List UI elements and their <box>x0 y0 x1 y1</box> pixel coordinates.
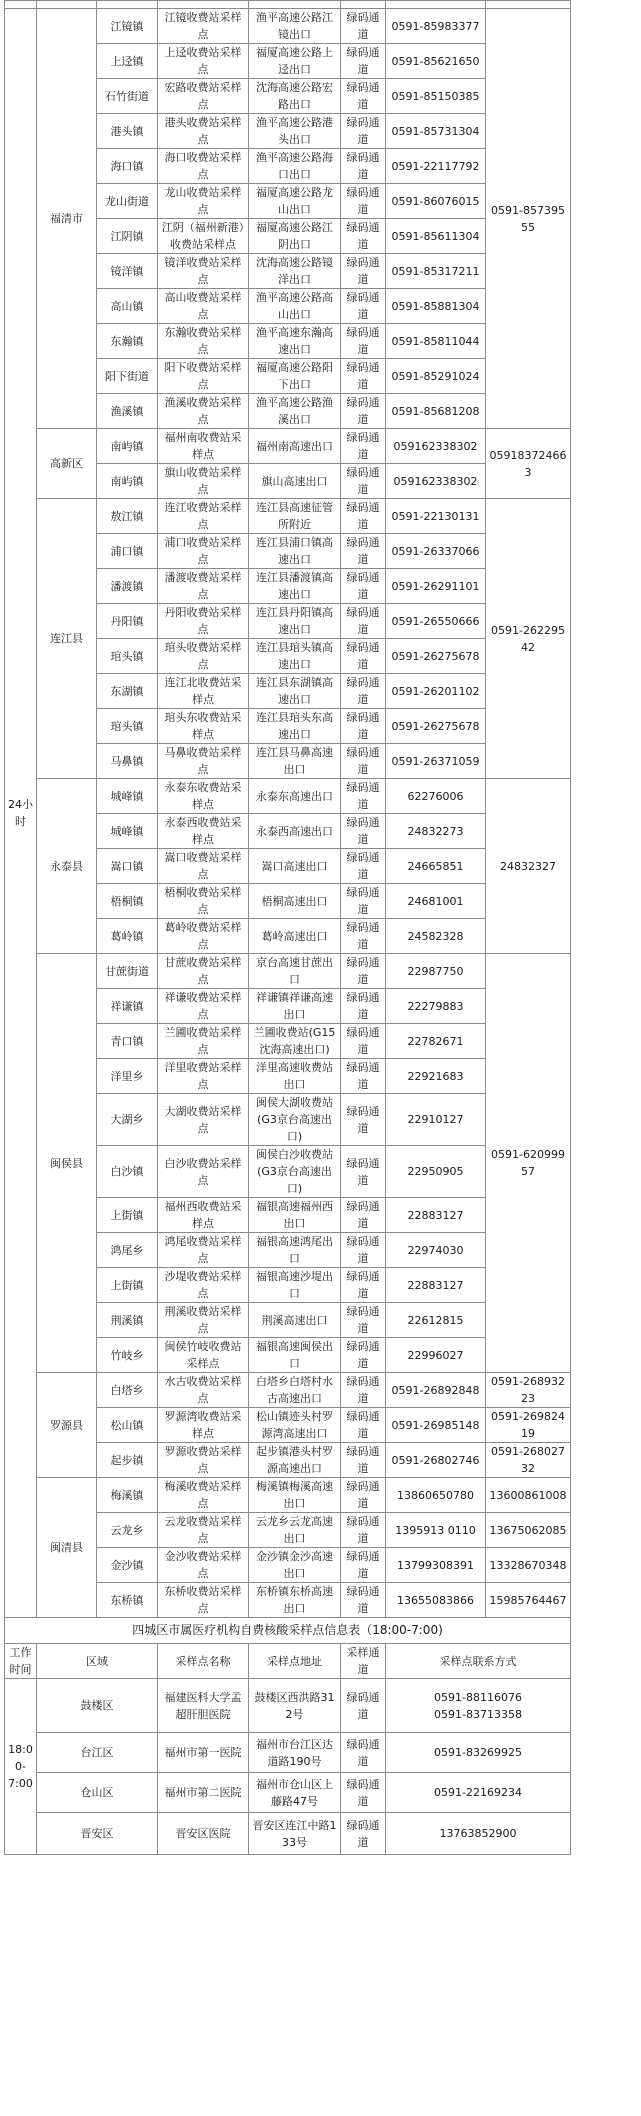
site-address-cell: 晋安区连江中路133号 <box>249 1813 341 1855</box>
town-cell: 琯头镇 <box>97 639 158 674</box>
site-address-cell: 闽侯大湖收费站(G3京台高速出口) <box>249 1094 341 1146</box>
site-phone-2-cell: 13675062085 <box>486 1513 571 1548</box>
site-name-cell: 闽侯竹岐收费站采样点 <box>158 1338 249 1373</box>
header-cell: 区域 <box>37 1644 158 1679</box>
site-phone-cell: 0591-85291024 <box>386 359 486 394</box>
district-contact-cell: 24832327 <box>486 779 571 954</box>
site-phone-cell: 0591-88116076 0591-83713358 <box>386 1679 571 1733</box>
site-name-cell: 福州市第一医院 <box>158 1733 249 1773</box>
site-name-cell: 上迳收费站采样点 <box>158 44 249 79</box>
empty-cell <box>341 1 386 9</box>
site-name-cell: 连江北收费站采样点 <box>158 674 249 709</box>
site-phone-cell: 22921683 <box>386 1059 486 1094</box>
site-phone-cell: 13799308391 <box>386 1548 486 1583</box>
site-phone-cell: 0591-26275678 <box>386 639 486 674</box>
site-name-cell: 东瀚收费站采样点 <box>158 324 249 359</box>
site-phone-cell: 22279883 <box>386 989 486 1024</box>
channel-cell: 绿码通道 <box>341 1408 386 1443</box>
channel-cell: 绿码通道 <box>341 499 386 534</box>
site-phone-cell: 059162338302 <box>386 464 486 499</box>
site-name-cell: 镜洋收费站采样点 <box>158 254 249 289</box>
site-address-cell: 闽侯白沙收费站(G3京台高速出口) <box>249 1146 341 1198</box>
site-phone-cell: 22883127 <box>386 1268 486 1303</box>
town-cell: 港头镇 <box>97 114 158 149</box>
town-cell: 上迳镇 <box>97 44 158 79</box>
town-cell: 石竹街道 <box>97 79 158 114</box>
site-address-cell: 福银高速闽侯出口 <box>249 1338 341 1373</box>
town-cell: 云龙乡 <box>97 1513 158 1548</box>
table-row <box>5 9 571 44</box>
site-phone-cell: 0591-26291101 <box>386 569 486 604</box>
site-phone-2-cell: 13600861008 <box>486 1478 571 1513</box>
town-cell: 敖江镇 <box>97 499 158 534</box>
table-row <box>5 1773 571 1813</box>
site-address-cell: 祥谦镇祥谦高速出口 <box>249 989 341 1024</box>
site-phone-2-cell: 0591-26982419 <box>486 1408 571 1443</box>
site-address-cell: 渔平高速公路海口出口 <box>249 149 341 184</box>
table-row <box>5 1478 571 1513</box>
site-name-cell: 洋里收费站采样点 <box>158 1059 249 1094</box>
channel-cell: 绿码通道 <box>341 1268 386 1303</box>
table-row <box>5 1733 571 1773</box>
channel-cell: 绿码通道 <box>341 1583 386 1618</box>
town-cell: 葛岭镇 <box>97 919 158 954</box>
site-phone-cell: 0591-26550666 <box>386 604 486 639</box>
town-cell: 渔溪镇 <box>97 394 158 429</box>
channel-cell: 绿码通道 <box>341 849 386 884</box>
site-address-cell: 连江县琯头东高速出口 <box>249 709 341 744</box>
site-phone-cell: 0591-85681208 <box>386 394 486 429</box>
channel-cell: 绿码通道 <box>341 1059 386 1094</box>
section-title: 四城区市属医疗机构自费核酸采样点信息表（18:00-7:00) <box>5 1618 571 1644</box>
site-address-cell: 福厦高速公路阳下出口 <box>249 359 341 394</box>
site-address-cell: 连江县丹阳镇高速出口 <box>249 604 341 639</box>
site-address-cell: 福银高速沙堤出口 <box>249 1268 341 1303</box>
empty-cell <box>5 1 37 9</box>
town-cell: 祥谦镇 <box>97 989 158 1024</box>
site-phone-cell: 0591-85983377 <box>386 9 486 44</box>
site-phone-cell: 22910127 <box>386 1094 486 1146</box>
header-cell: 采样点地址 <box>249 1644 341 1679</box>
town-cell: 洋里乡 <box>97 1059 158 1094</box>
site-name-cell: 丹阳收费站采样点 <box>158 604 249 639</box>
district-name-cell: 仓山区 <box>37 1773 158 1813</box>
site-phone-cell: 0591-22117792 <box>386 149 486 184</box>
sampling-points-table <box>4 0 571 1855</box>
town-cell: 梅溪镇 <box>97 1478 158 1513</box>
table-row <box>5 779 571 814</box>
site-name-cell: 连江收费站采样点 <box>158 499 249 534</box>
site-name-cell: 荆溪收费站采样点 <box>158 1303 249 1338</box>
site-address-cell: 兰圃收费站(G15沈海高速出口) <box>249 1024 341 1059</box>
channel-cell: 绿码通道 <box>341 289 386 324</box>
site-address-cell: 渔平高速公路渔溪出口 <box>249 394 341 429</box>
channel-cell: 绿码通道 <box>341 149 386 184</box>
district-name-cell: 罗源县 <box>37 1373 97 1478</box>
town-cell: 阳下街道 <box>97 359 158 394</box>
site-phone-2-cell: 0591-26893223 <box>486 1373 571 1408</box>
site-address-cell: 福州南高速出口 <box>249 429 341 464</box>
site-name-cell: 琯头东收费站采样点 <box>158 709 249 744</box>
table-row <box>5 429 571 464</box>
site-phone-cell: 1395913 0110 <box>386 1513 486 1548</box>
channel-cell: 绿码通道 <box>341 709 386 744</box>
town-cell: 琯头镇 <box>97 709 158 744</box>
site-name-cell: 罗源湾收费站采样点 <box>158 1408 249 1443</box>
site-name-cell: 永泰西收费站采样点 <box>158 814 249 849</box>
channel-cell: 绿码通道 <box>341 639 386 674</box>
town-cell: 高山镇 <box>97 289 158 324</box>
town-cell: 南屿镇 <box>97 464 158 499</box>
site-phone-cell: 22612815 <box>386 1303 486 1338</box>
town-cell: 甘蔗街道 <box>97 954 158 989</box>
town-cell: 金沙镇 <box>97 1548 158 1583</box>
channel-cell: 绿码通道 <box>341 1373 386 1408</box>
site-name-cell: 兰圃收费站采样点 <box>158 1024 249 1059</box>
channel-cell: 绿码通道 <box>341 989 386 1024</box>
channel-cell: 绿码通道 <box>341 1813 386 1855</box>
town-cell: 嵩口镇 <box>97 849 158 884</box>
site-phone-cell: 0591-26892848 <box>386 1373 486 1408</box>
site-name-cell: 宏路收费站采样点 <box>158 79 249 114</box>
site-phone-cell: 0591-26337066 <box>386 534 486 569</box>
town-cell: 白沙镇 <box>97 1146 158 1198</box>
empty-cell <box>249 1 341 9</box>
town-cell: 浦口镇 <box>97 534 158 569</box>
town-cell: 青口镇 <box>97 1024 158 1059</box>
site-name-cell: 甘蔗收费站采样点 <box>158 954 249 989</box>
site-name-cell: 琯头收费站采样点 <box>158 639 249 674</box>
empty-cell <box>97 1 158 9</box>
site-address-cell: 渔平高速东瀚高速出口 <box>249 324 341 359</box>
district-name-cell: 永泰县 <box>37 779 97 954</box>
site-address-cell: 白塔乡白塔村水古高速出口 <box>249 1373 341 1408</box>
channel-cell: 绿码通道 <box>341 9 386 44</box>
site-address-cell: 梧桐高速出口 <box>249 884 341 919</box>
table-row <box>5 1813 571 1855</box>
site-name-cell: 福建医科大学孟超肝胆医院 <box>158 1679 249 1733</box>
empty-cell <box>37 1 97 9</box>
town-cell: 江阴镇 <box>97 219 158 254</box>
channel-cell: 绿码通道 <box>341 184 386 219</box>
site-phone-cell: 24582328 <box>386 919 486 954</box>
site-name-cell: 福州西收费站采样点 <box>158 1198 249 1233</box>
site-name-cell: 阳下收费站采样点 <box>158 359 249 394</box>
site-phone-cell: 0591-85150385 <box>386 79 486 114</box>
town-cell: 荆溪镇 <box>97 1303 158 1338</box>
top-section-body <box>5 1 571 1618</box>
site-phone-cell: 0591-22169234 <box>386 1773 571 1813</box>
channel-cell: 绿码通道 <box>341 324 386 359</box>
site-address-cell: 鼓楼区西洪路312号 <box>249 1679 341 1733</box>
header-cell: 工作时间 <box>5 1644 37 1679</box>
channel-cell: 绿码通道 <box>341 359 386 394</box>
town-cell: 竹岐乡 <box>97 1338 158 1373</box>
site-address-cell: 沈海高速公路镜洋出口 <box>249 254 341 289</box>
site-name-cell: 江阴（福州新港）收费站采样点 <box>158 219 249 254</box>
site-phone-cell: 62276006 <box>386 779 486 814</box>
site-phone-cell: 0591-26802746 <box>386 1443 486 1478</box>
header-row <box>5 1644 571 1679</box>
site-name-cell: 旗山收费站采样点 <box>158 464 249 499</box>
town-cell: 城峰镇 <box>97 814 158 849</box>
site-address-cell: 松山镇迹头村罗源湾高速出口 <box>249 1408 341 1443</box>
bottom-section-body <box>5 1618 571 1855</box>
town-cell: 鸿尾乡 <box>97 1233 158 1268</box>
site-phone-cell: 22996027 <box>386 1338 486 1373</box>
town-cell: 龙山街道 <box>97 184 158 219</box>
town-cell: 上街镇 <box>97 1268 158 1303</box>
channel-cell: 绿码通道 <box>341 1146 386 1198</box>
site-address-cell: 沈海高速公路宏路出口 <box>249 79 341 114</box>
site-phone-cell: 0591-26275678 <box>386 709 486 744</box>
channel-cell: 绿码通道 <box>341 919 386 954</box>
header-cell: 采样通道 <box>341 1644 386 1679</box>
town-cell: 东瀚镇 <box>97 324 158 359</box>
site-phone-cell: 0591-85611304 <box>386 219 486 254</box>
site-name-cell: 沙堤收费站采样点 <box>158 1268 249 1303</box>
table-row-cutoff <box>5 1 571 9</box>
district-contact-cell: 059183724663 <box>486 429 571 499</box>
site-address-cell: 云龙乡云龙高速出口 <box>249 1513 341 1548</box>
site-name-cell: 鸿尾收费站采样点 <box>158 1233 249 1268</box>
town-cell: 镜洋镇 <box>97 254 158 289</box>
town-cell: 东湖镇 <box>97 674 158 709</box>
site-name-cell: 梧桐收费站采样点 <box>158 884 249 919</box>
site-address-cell: 连江县高速征管所附近 <box>249 499 341 534</box>
site-phone-cell: 13763852900 <box>386 1813 571 1855</box>
site-address-cell: 洋里高速收费站出口 <box>249 1059 341 1094</box>
site-address-cell: 旗山高速出口 <box>249 464 341 499</box>
channel-cell: 绿码通道 <box>341 814 386 849</box>
site-address-cell: 金沙镇金沙高速出口 <box>249 1548 341 1583</box>
table-row <box>5 954 571 989</box>
empty-cell <box>158 1 249 9</box>
town-cell: 白塔乡 <box>97 1373 158 1408</box>
town-cell: 东桥镇 <box>97 1583 158 1618</box>
site-name-cell: 白沙收费站采样点 <box>158 1146 249 1198</box>
channel-cell: 绿码通道 <box>341 569 386 604</box>
site-name-cell: 港头收费站采样点 <box>158 114 249 149</box>
site-name-cell: 江镜收费站采样点 <box>158 9 249 44</box>
site-phone-2-cell: 15985764467 <box>486 1583 571 1618</box>
site-address-cell: 永泰东高速出口 <box>249 779 341 814</box>
site-address-cell: 福银高速福州西出口 <box>249 1198 341 1233</box>
site-phone-cell: 13655083866 <box>386 1583 486 1618</box>
district-name-cell: 高新区 <box>37 429 97 499</box>
channel-cell: 绿码通道 <box>341 744 386 779</box>
header-cell: 采样点联系方式 <box>386 1644 571 1679</box>
channel-cell: 绿码通道 <box>341 114 386 149</box>
town-cell: 南屿镇 <box>97 429 158 464</box>
channel-cell: 绿码通道 <box>341 1548 386 1583</box>
site-name-cell: 高山收费站采样点 <box>158 289 249 324</box>
site-phone-cell: 22782671 <box>386 1024 486 1059</box>
channel-cell: 绿码通道 <box>341 394 386 429</box>
site-name-cell: 金沙收费站采样点 <box>158 1548 249 1583</box>
town-cell: 马鼻镇 <box>97 744 158 779</box>
channel-cell: 绿码通道 <box>341 219 386 254</box>
site-name-cell: 福州市第二医院 <box>158 1773 249 1813</box>
site-phone-2-cell: 0591-26802732 <box>486 1443 571 1478</box>
site-phone-cell: 24832273 <box>386 814 486 849</box>
channel-cell: 绿码通道 <box>341 1773 386 1813</box>
channel-cell: 绿码通道 <box>341 674 386 709</box>
site-address-cell: 福银高速鸿尾出口 <box>249 1233 341 1268</box>
site-phone-cell: 22974030 <box>386 1233 486 1268</box>
site-address-cell: 连江县东湖镇高速出口 <box>249 674 341 709</box>
site-name-cell: 潘渡收费站采样点 <box>158 569 249 604</box>
table-row <box>5 1679 571 1733</box>
site-phone-cell: 22987750 <box>386 954 486 989</box>
site-address-cell: 连江县浦口镇高速出口 <box>249 534 341 569</box>
site-address-cell: 福厦高速公路上迳出口 <box>249 44 341 79</box>
town-cell: 起步镇 <box>97 1443 158 1478</box>
channel-cell: 绿码通道 <box>341 44 386 79</box>
channel-cell: 绿码通道 <box>341 884 386 919</box>
district-contact-cell: 0591-62099957 <box>486 954 571 1373</box>
town-cell: 丹阳镇 <box>97 604 158 639</box>
town-cell: 江镜镇 <box>97 9 158 44</box>
site-phone-cell: 24665851 <box>386 849 486 884</box>
site-phone-cell: 0591-85621650 <box>386 44 486 79</box>
site-phone-cell: 22883127 <box>386 1198 486 1233</box>
town-cell: 上街镇 <box>97 1198 158 1233</box>
site-address-cell: 福州市台江区达道路190号 <box>249 1733 341 1773</box>
site-address-cell: 嵩口高速出口 <box>249 849 341 884</box>
district-name-cell: 连江县 <box>37 499 97 779</box>
site-phone-cell: 0591-85881304 <box>386 289 486 324</box>
empty-cell <box>386 1 486 9</box>
site-name-cell: 罗源收费站采样点 <box>158 1443 249 1478</box>
site-name-cell: 祥谦收费站采样点 <box>158 989 249 1024</box>
site-phone-cell: 0591-26201102 <box>386 674 486 709</box>
site-address-cell: 福厦高速公路龙山出口 <box>249 184 341 219</box>
site-name-cell: 嵩口收费站采样点 <box>158 849 249 884</box>
channel-cell: 绿码通道 <box>341 1443 386 1478</box>
district-name-cell: 晋安区 <box>37 1813 158 1855</box>
site-name-cell: 晋安区医院 <box>158 1813 249 1855</box>
channel-cell: 绿码通道 <box>341 1303 386 1338</box>
site-name-cell: 龙山收费站采样点 <box>158 184 249 219</box>
site-address-cell: 福厦高速公路江阴出口 <box>249 219 341 254</box>
site-address-cell: 京台高速甘蔗出口 <box>249 954 341 989</box>
site-name-cell: 云龙收费站采样点 <box>158 1513 249 1548</box>
empty-cell <box>486 1 571 9</box>
site-address-cell: 渔平高速公路江镜出口 <box>249 9 341 44</box>
site-phone-cell: 22950905 <box>386 1146 486 1198</box>
site-address-cell: 荆溪高速出口 <box>249 1303 341 1338</box>
site-address-cell: 渔平高速公路高山出口 <box>249 289 341 324</box>
site-address-cell: 梅溪镇梅溪高速出口 <box>249 1478 341 1513</box>
site-name-cell: 浦口收费站采样点 <box>158 534 249 569</box>
site-phone-cell: 0591-26985148 <box>386 1408 486 1443</box>
channel-cell: 绿码通道 <box>341 1478 386 1513</box>
town-cell: 潘渡镇 <box>97 569 158 604</box>
channel-cell: 绿码通道 <box>341 1094 386 1146</box>
town-cell: 大湖乡 <box>97 1094 158 1146</box>
channel-cell: 绿码通道 <box>341 1233 386 1268</box>
site-name-cell: 福州南收费站采样点 <box>158 429 249 464</box>
site-address-cell: 福州市仓山区上藤路47号 <box>249 1773 341 1813</box>
site-phone-cell: 0591-86076015 <box>386 184 486 219</box>
channel-cell: 绿码通道 <box>341 534 386 569</box>
channel-cell: 绿码通道 <box>341 1338 386 1373</box>
work-hours-cell: 24小时 <box>5 9 37 1618</box>
site-name-cell: 永泰东收费站采样点 <box>158 779 249 814</box>
channel-cell: 绿码通道 <box>341 254 386 289</box>
site-address-cell: 连江县琯头镇高速出口 <box>249 639 341 674</box>
district-name-cell: 闽清县 <box>37 1478 97 1618</box>
site-phone-cell: 0591-22130131 <box>386 499 486 534</box>
channel-cell: 绿码通道 <box>341 429 386 464</box>
site-phone-2-cell: 13328670348 <box>486 1548 571 1583</box>
header-cell: 采样点名称 <box>158 1644 249 1679</box>
site-name-cell: 东桥收费站采样点 <box>158 1583 249 1618</box>
site-phone-cell: 0591-85731304 <box>386 114 486 149</box>
site-address-cell: 东桥镇东桥高速出口 <box>249 1583 341 1618</box>
channel-cell: 绿码通道 <box>341 464 386 499</box>
site-phone-cell: 0591-83269925 <box>386 1733 571 1773</box>
site-phone-cell: 059162338302 <box>386 429 486 464</box>
district-contact-cell: 0591-26229542 <box>486 499 571 779</box>
site-name-cell: 海口收费站采样点 <box>158 149 249 184</box>
channel-cell: 绿码通道 <box>341 1513 386 1548</box>
site-address-cell: 葛岭高速出口 <box>249 919 341 954</box>
table-row <box>5 499 571 534</box>
channel-cell: 绿码通道 <box>341 1679 386 1733</box>
district-name-cell: 鼓楼区 <box>37 1679 158 1733</box>
channel-cell: 绿码通道 <box>341 1024 386 1059</box>
town-cell: 松山镇 <box>97 1408 158 1443</box>
channel-cell: 绿码通道 <box>341 779 386 814</box>
site-name-cell: 水古收费站采样点 <box>158 1373 249 1408</box>
site-name-cell: 梅溪收费站采样点 <box>158 1478 249 1513</box>
site-name-cell: 大湖收费站采样点 <box>158 1094 249 1146</box>
channel-cell: 绿码通道 <box>341 1198 386 1233</box>
site-phone-cell: 24681001 <box>386 884 486 919</box>
section-title-row <box>5 1618 571 1644</box>
work-hours-cell: 18:00- 7:00 <box>5 1679 37 1855</box>
site-name-cell: 马鼻收费站采样点 <box>158 744 249 779</box>
site-address-cell: 连江县潘渡镇高速出口 <box>249 569 341 604</box>
town-cell: 梧桐镇 <box>97 884 158 919</box>
site-phone-cell: 0591-85811044 <box>386 324 486 359</box>
site-phone-cell: 13860650780 <box>386 1478 486 1513</box>
channel-cell: 绿码通道 <box>341 954 386 989</box>
district-name-cell: 闽侯县 <box>37 954 97 1373</box>
district-name-cell: 台江区 <box>37 1733 158 1773</box>
site-address-cell: 连江县马鼻高速出口 <box>249 744 341 779</box>
channel-cell: 绿码通道 <box>341 1733 386 1773</box>
site-name-cell: 葛岭收费站采样点 <box>158 919 249 954</box>
site-phone-cell: 0591-26371059 <box>386 744 486 779</box>
town-cell: 海口镇 <box>97 149 158 184</box>
site-address-cell: 起步镇港头村罗源高速出口 <box>249 1443 341 1478</box>
site-address-cell: 渔平高速公路港头出口 <box>249 114 341 149</box>
district-contact-cell: 0591-85739555 <box>486 9 571 429</box>
town-cell: 城峰镇 <box>97 779 158 814</box>
site-name-cell: 渔溪收费站采样点 <box>158 394 249 429</box>
table-row <box>5 1373 571 1408</box>
site-phone-cell: 0591-85317211 <box>386 254 486 289</box>
site-address-cell: 永泰西高速出口 <box>249 814 341 849</box>
channel-cell: 绿码通道 <box>341 79 386 114</box>
district-name-cell: 福清市 <box>37 9 97 429</box>
channel-cell: 绿码通道 <box>341 604 386 639</box>
